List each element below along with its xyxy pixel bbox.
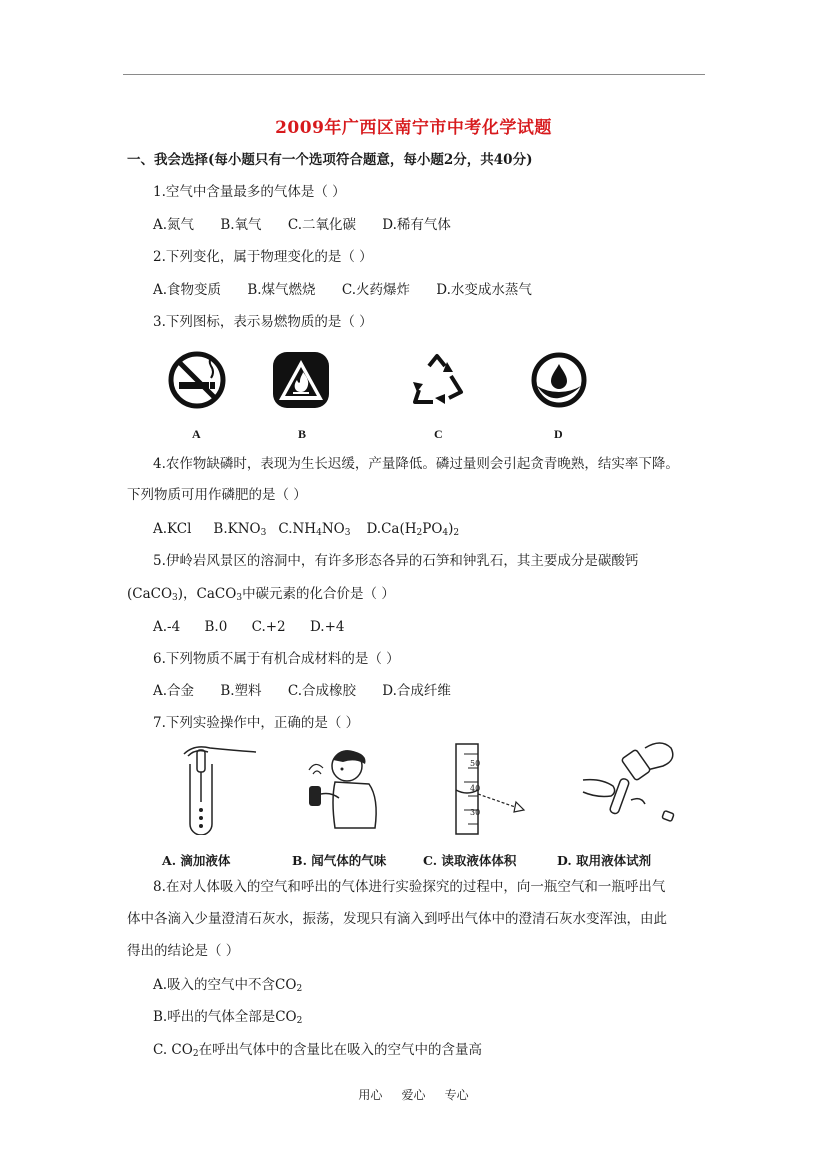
option-d: D.稀有气体 — [382, 217, 451, 233]
question-5-line2: (CaCO$_3$)，CaCO$_3$中碳元素的化合价是（ ） — [127, 586, 395, 603]
question-4-line2: 下列物质可用作磷肥的是（ ） — [127, 487, 307, 503]
question-8-option-c: C. $CO_2$在呼出气体中的含量比在吸入的空气中的含量高 — [153, 1042, 483, 1059]
option-d: D.水变成水蒸气 — [436, 282, 532, 298]
question-7: 7.下列实验操作中，正确的是（ ） — [153, 715, 360, 731]
option-a: A.-4 — [153, 619, 181, 635]
page-title: 2009年广西区南宁市中考化学试题 — [275, 118, 552, 138]
question-4-options — [153, 520, 459, 542]
question-7-figures — [155, 740, 675, 870]
flammable-warning-icon — [269, 348, 333, 412]
recycle-icon — [405, 348, 469, 412]
icon-label-d: D — [554, 427, 563, 441]
icon-label-c: C — [434, 427, 443, 441]
no-smoking-icon — [165, 348, 229, 412]
option-c: C.+2 — [251, 619, 286, 635]
question-8-line1: 8.在对人体吸入的空气和呼出的气体进行实验探究的过程中，向一瓶空气和一瓶呼出气 — [153, 879, 666, 895]
option-a: A.氮气 — [153, 217, 195, 233]
option-c: C.火药爆炸 — [341, 282, 410, 298]
question-2-options — [153, 281, 532, 299]
question-6: 6.下列物质不属于有机合成材料的是（ ） — [153, 651, 400, 667]
option-b: $B.KNO_3$ — [213, 521, 267, 538]
page-footer: 用心 爱心 专心 — [358, 1088, 469, 1102]
figure-caption-a: A. 滴加液体 — [162, 853, 231, 868]
question-5-line1: 5.伊岭岩风景区的溶洞中，有许多形态各异的石笋和钟乳石，其主要成分是碳酸钙 — [153, 553, 639, 569]
figure-caption-b: B. 闻气体的气味 — [292, 853, 387, 868]
water-saving-icon — [527, 348, 591, 412]
question-1: 1.空气中含量最多的气体是（ ） — [153, 184, 346, 200]
question-2: 2.下列变化，属于物理变化的是（ ） — [153, 249, 373, 265]
icon-label-a: A — [192, 427, 201, 441]
question-8-line2: 体中各滴入少量澄清石灰水，振荡，发现只有滴入到呼出气体中的澄清石灰水变浑浊，由此 — [127, 911, 667, 927]
option-d: D.+4 — [309, 619, 345, 635]
option-a: A.食物变质 — [153, 282, 222, 298]
question-8-option-a: A.吸入的空气中不含$CO_2$ — [153, 977, 303, 994]
option-a: A.KCl — [153, 521, 192, 537]
question-8-line3: 得出的结论是（ ） — [127, 943, 240, 959]
question-4-line1: 4.农作物缺磷时，表现为生长迟缓，产量降低。磷过量则会引起贪青晚熟，结实率下降。 — [153, 456, 679, 472]
question-3-icons — [155, 344, 595, 444]
header-rule — [123, 74, 705, 75]
pouring-reagent-icon — [575, 740, 685, 830]
question-5-options — [153, 618, 345, 636]
option-c: $C.NH_4NO_3$ — [278, 521, 351, 538]
option-d: D.合成纤维 — [382, 683, 451, 699]
question-1-options — [153, 216, 451, 234]
option-c: C.二氧化碳 — [287, 217, 356, 233]
scale-40: 40 — [470, 784, 481, 793]
dropper-test-tube-icon — [170, 740, 260, 835]
option-b: B.氧气 — [220, 217, 262, 233]
option-a: A.合金 — [153, 683, 195, 699]
option-d: $D.Ca(H_2PO_4)_2$ — [366, 521, 460, 538]
question-6-options — [153, 682, 451, 700]
question-3: 3.下列图标，表示易燃物质的是（ ） — [153, 314, 373, 330]
smelling-gas-icon — [295, 744, 385, 839]
option-b: B.煤气燃烧 — [247, 282, 316, 298]
scale-50: 50 — [470, 759, 481, 768]
option-b: B.0 — [204, 619, 228, 635]
scale-30: 30 — [470, 808, 481, 817]
figure-caption-c: C. 读取液体体积 — [423, 853, 517, 868]
option-b: B.塑料 — [220, 683, 262, 699]
section-heading: 一、我会选择(每小题只有一个选项符合题意，每小题2分，共40分) — [127, 152, 533, 168]
icon-label-b: B — [298, 427, 307, 441]
question-8-option-b: B.呼出的气体全部是$CO_2$ — [153, 1009, 303, 1026]
option-c: C.合成橡胶 — [287, 683, 356, 699]
figure-caption-d: D. 取用液体试剂 — [557, 853, 652, 868]
